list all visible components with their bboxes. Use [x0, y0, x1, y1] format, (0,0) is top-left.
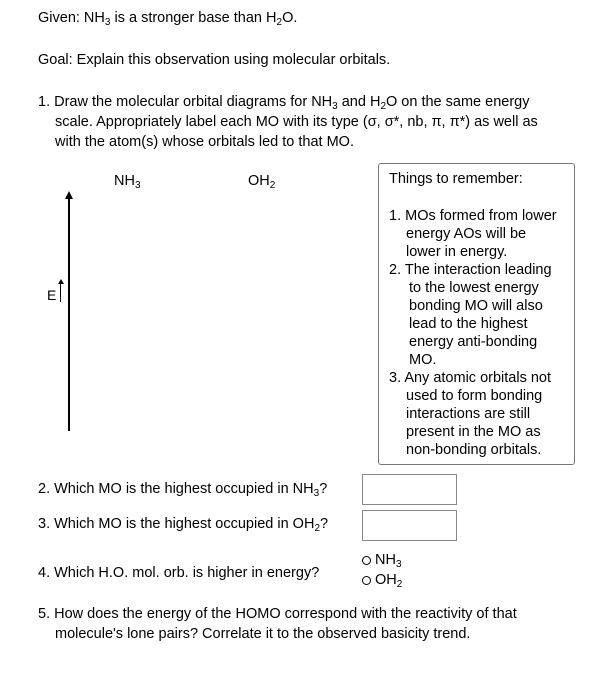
remember-list [389, 207, 557, 459]
question-3: 3. Which MO is the highest occupied in $OH_2$? [38, 516, 329, 534]
things-to-remember-box [378, 163, 575, 465]
energy-arrow-shaft [60, 282, 61, 302]
option-oh2[interactable] [362, 572, 402, 588]
given-statement: Given: $NH_3$ is a stronger base than $H_2O$. [38, 10, 298, 28]
q3-answer-input[interactable] [362, 510, 457, 541]
remember-title: Things to remember: [389, 171, 523, 187]
question-4: 4. Which H.O. mol. orb. is higher in energy? [38, 565, 320, 581]
radio-nh3[interactable] [362, 556, 371, 565]
remember-item-2: 2. The interaction leading to the lowest energy bonding MO will also lead to the highest energy anti-bonding MO. [389, 262, 552, 368]
question-1: 1. Draw the molecular orbital diagrams for $NH_3$ and $H_2O$ on the same energy scale. Appropriately label each MO with its type (σ, σ*, nb, π, π*) as well as with the atom(s) whose orbitals led to that MO. [38, 94, 538, 150]
option-nh3-label: $NH_3$ [375, 552, 402, 570]
question-2: 2. Which MO is the highest occupied in $NH_3$? [38, 481, 328, 499]
option-oh2-label: $OH_2$ [375, 572, 403, 590]
question-5: 5. How does the energy of the HOMO correspond with the reactivity of that molecule's lone pairs? Correlate it to the observed basicity trend. [38, 606, 517, 642]
option-nh3[interactable] [362, 552, 402, 568]
radio-oh2[interactable] [362, 576, 371, 585]
remember-item-3: 3. Any atomic orbitals not used to form bonding interactions are still present in the MO as non-bonding orbitals. [389, 370, 551, 458]
energy-axis [68, 198, 70, 431]
q2-answer-input[interactable] [362, 474, 457, 505]
oh2-column-label: $OH_2$ [248, 173, 276, 191]
energy-label: E [47, 287, 57, 303]
goal-statement: Goal: Explain this observation using molecular orbitals. [38, 52, 391, 68]
remember-item-1: 1. MOs formed from lower energy AOs will be lower in energy. [389, 208, 557, 260]
nh3-column-label: $NH_3$ [114, 173, 141, 191]
